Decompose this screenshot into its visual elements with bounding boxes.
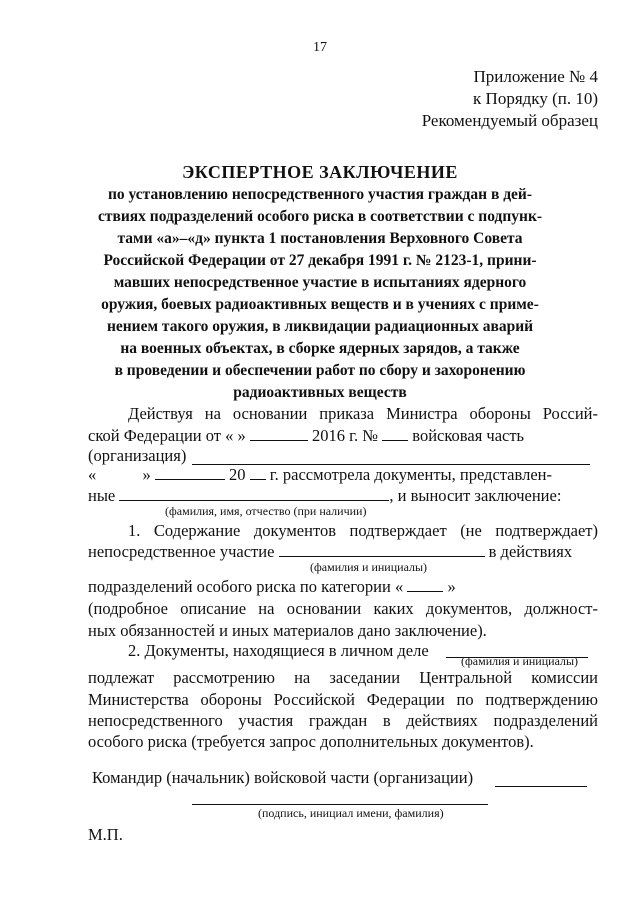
appendix-sample-note: Рекомендуемый образец [421,111,598,130]
day-month-blank[interactable] [250,426,308,441]
body-text-fragment: ской Федерации от « » [88,426,246,445]
commander-label: Командир (начальник) войсковой части (организации) [92,768,474,787]
document-title: ЭКСПЕРТНОЕ ЗАКЛЮЧЕНИЕ [182,162,458,182]
body-line: особого риска (требуется запрос дополнительных документов). [88,732,534,751]
commander-blank-line[interactable] [495,786,587,787]
review-date-blank[interactable] [155,465,225,480]
page-number: 17 [313,40,327,55]
subtitle-line: в проведении и обеспечении работ по сбору и захоронению [114,362,526,379]
body-line: Министерства обороны Российской Федерации по подтверждению [88,690,598,709]
body-text-fragment: 20 [229,465,246,484]
body-text-fragment: » [447,577,456,596]
body-line: 1. Содержание документов подтверждает (не подтверждает) [128,521,598,540]
body-line [88,465,598,485]
signature-line[interactable] [192,804,488,805]
review-year-blank[interactable] [250,465,266,480]
subtitle-line: ствиях подразделений особого риска в соответствии с подпунк- [97,208,543,225]
body-line: непосредственного участия граждан в действиях подразделений [88,711,598,730]
body-text-fragment: ные [88,486,116,505]
subtitle-line: радиоактивных веществ [233,384,407,401]
body-text-fragment: , и выносит заключение: [389,486,562,505]
body-text-fragment: подразделений особого риска по категории « [88,577,404,596]
caption-signature: (подпись, инициал имени, фамилия) [258,806,444,820]
body-line: подлежат рассмотрению на заседании Центральной комиссии [88,668,598,687]
category-blank[interactable] [407,577,443,592]
body-line [88,426,598,446]
subtitle-line: на военных объектах, в сборке ядерных зарядов, а также [120,340,520,357]
body-line: Действуя на основании приказа Министра обороны Россий- [128,404,598,423]
caption-initials: (фамилия и инициалы) [461,654,579,668]
subtitle-line: нением такого оружия, в ликвидации радиационных аварий [106,318,534,335]
caption-initials: (фамилия и инициалы) [310,560,428,574]
body-text-fragment: » [142,465,151,484]
subtitle-line: тами «а»–«д» пункта 1 постановления Верховного Совета [117,230,523,247]
body-line [88,542,598,562]
subtitle-line: Российской Федерации от 27 декабря 1991 г. № 2123-1, прини- [103,252,537,269]
body-line: 2. Документы, находящиеся в личном деле [128,641,429,660]
body-line [88,577,456,597]
stamp-place: М.П. [88,825,123,844]
body-line: (подробное описание на основании каких документов, должност- [88,599,598,618]
body-text-fragment: в действиях [488,542,573,561]
body-line: ных обязанностей и иных материалов дано заключение). [88,621,487,640]
body-line [88,486,598,506]
caption-full-name: (фамилия, имя, отчество (при наличии) [165,504,367,518]
participant-name-blank[interactable] [279,542,485,557]
subtitle-line: оружия, боевых радиоактивных веществ и в учениях с приме- [101,296,539,313]
body-text-fragment: 2016 г. № [312,426,379,445]
subtitle-line: по установлению непосредственного участия граждан в дей- [107,186,533,203]
body-text-fragment: « [88,465,97,484]
appendix-number: Приложение № 4 [473,67,598,86]
body-text-fragment: г. рассмотрела документы, представлен- [269,465,552,484]
body-text-fragment: непосредственное участие [88,542,275,561]
order-number-blank[interactable] [382,426,408,441]
body-text-fragment: войсковая часть [412,426,525,445]
appendix-reference: к Порядку (п. 10) [473,89,598,108]
applicant-name-blank[interactable] [119,486,389,501]
subtitle-line: мавших непосредственное участие в испытаниях ядерного [113,274,527,291]
organization-label: (организация) [88,446,187,465]
